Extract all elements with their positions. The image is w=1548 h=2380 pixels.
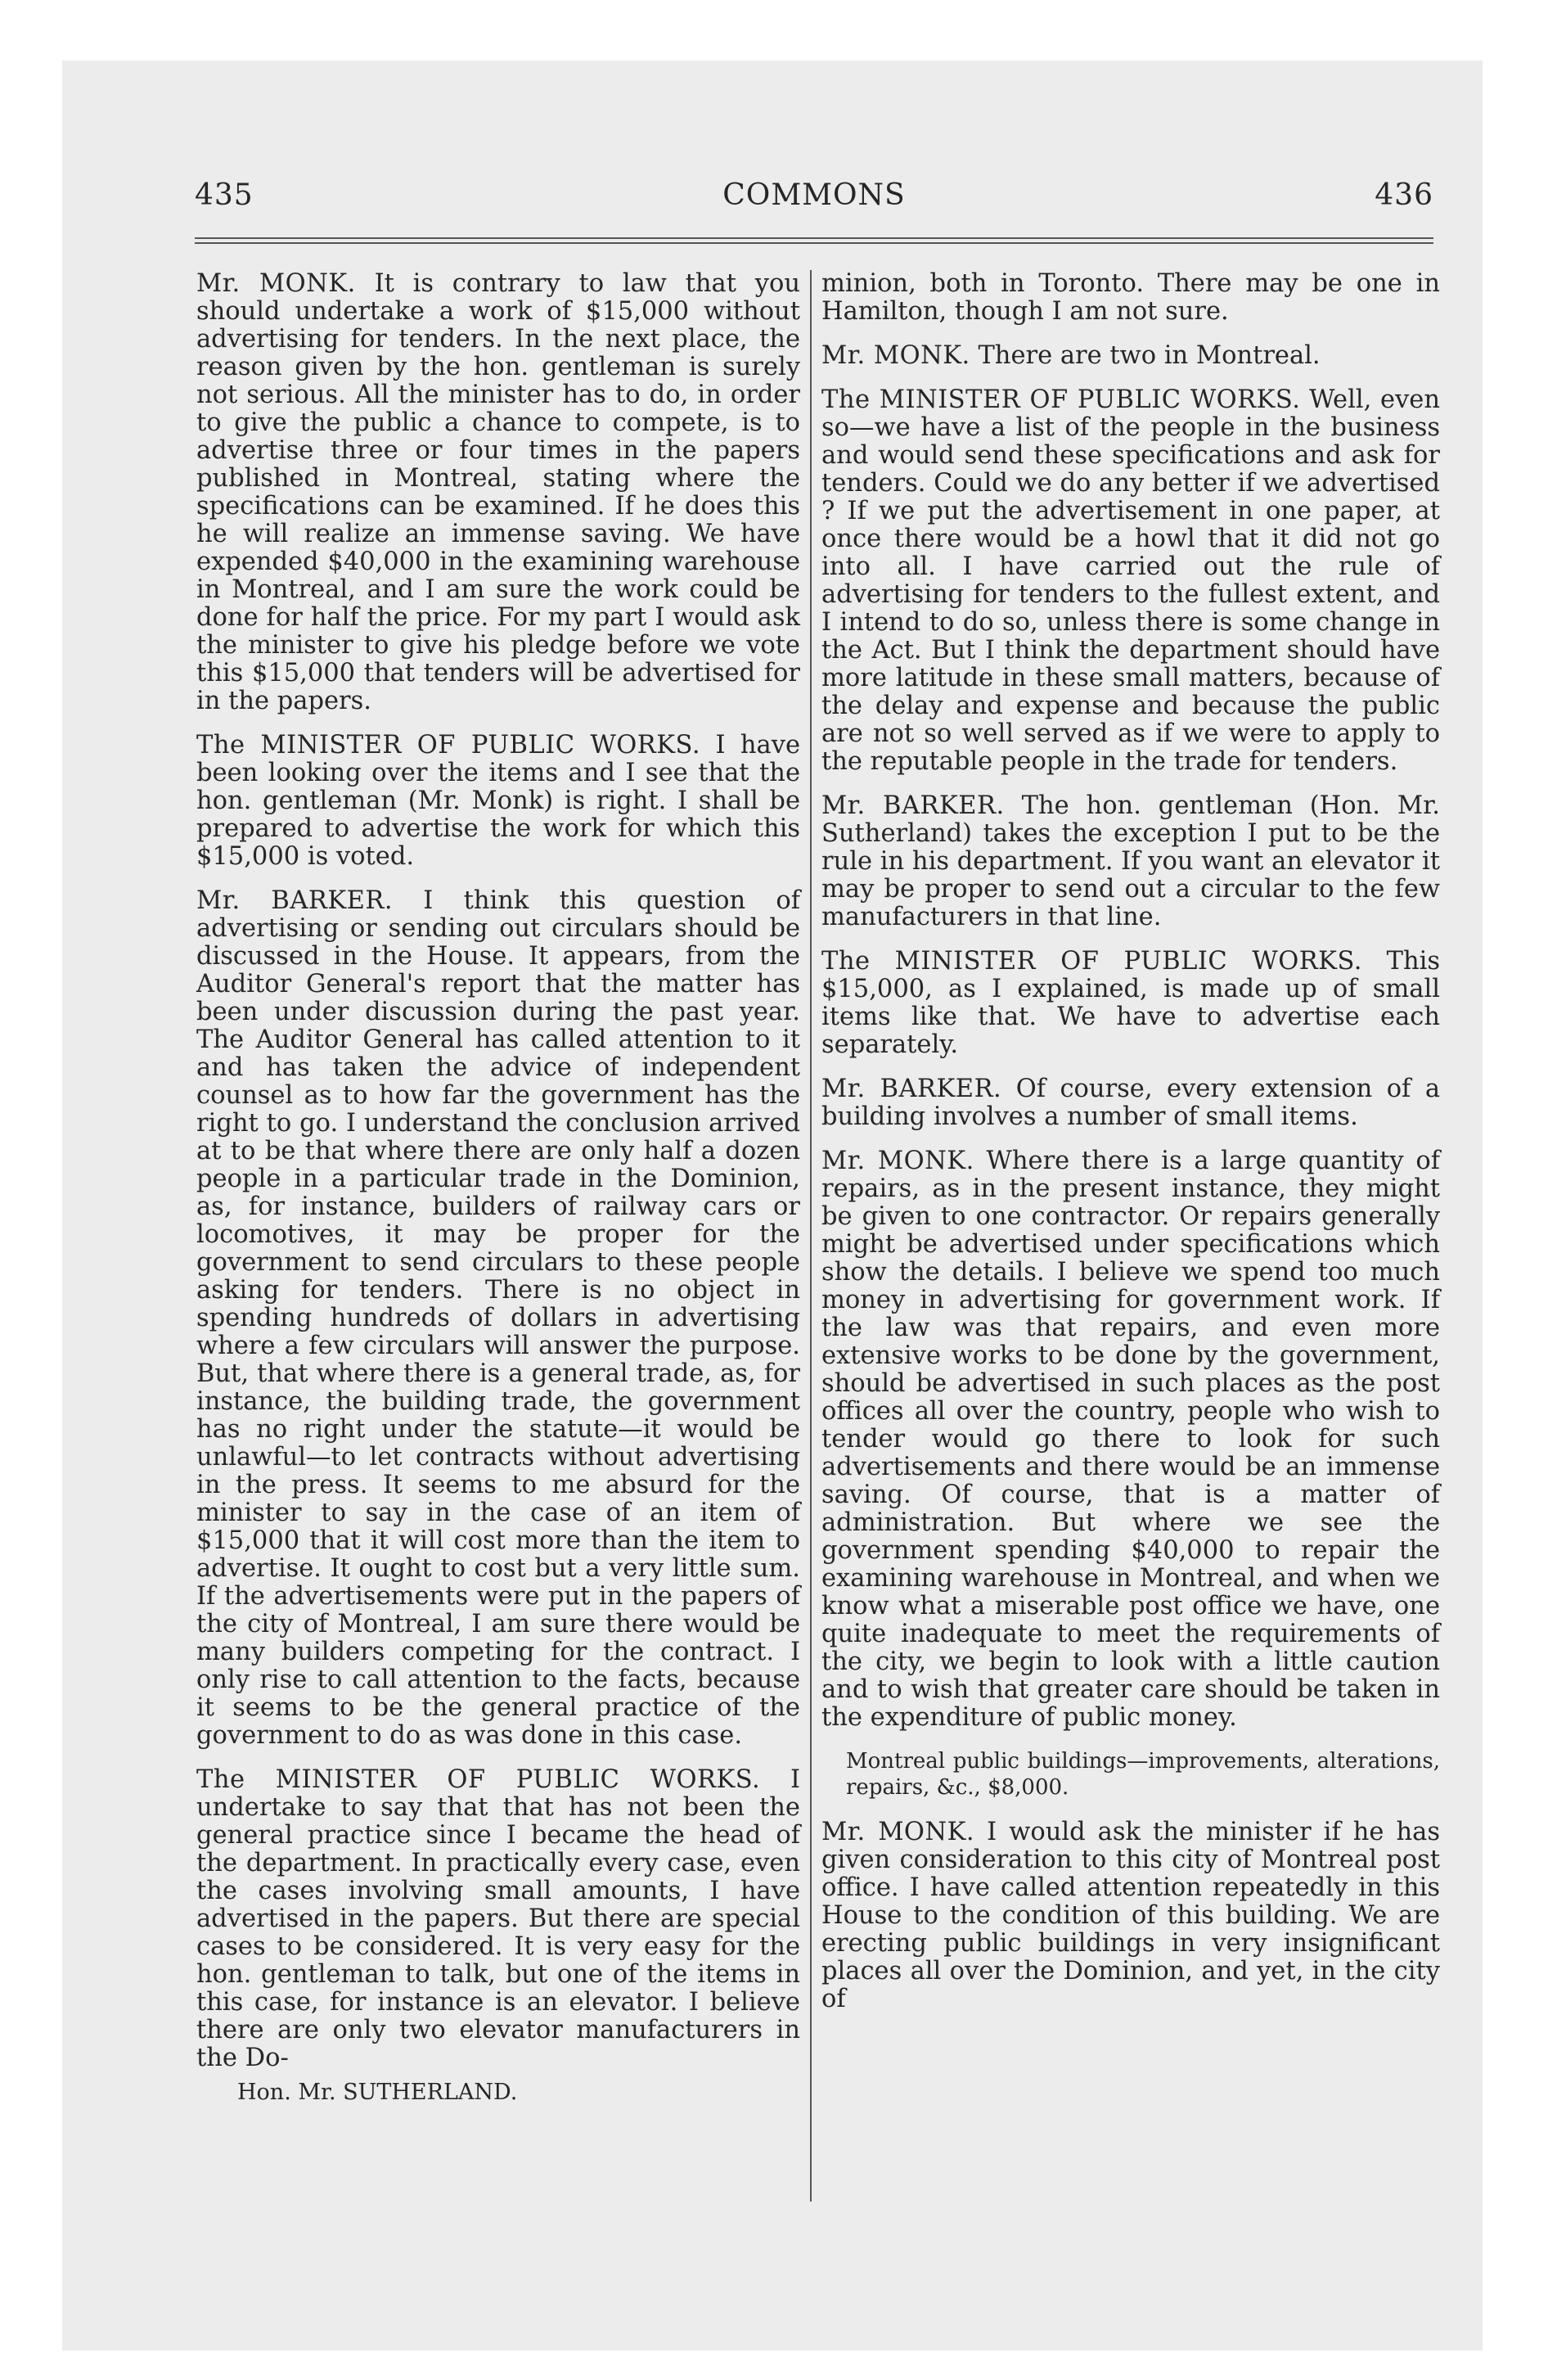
paragraph [196, 887, 800, 1750]
speaker-name: Mr. MONK. [821, 1147, 974, 1175]
speech-text: I have been looking over the items and I see that the hon. gentleman (Mr. Monk) is right. I shall be prepared to advertise the work for which this $15,000 is voted. [196, 731, 800, 871]
speech-text: Of course, every extension of a building involves a number of small items. [821, 1075, 1441, 1131]
speech-text: The hon. gentleman (Hon. Mr. Sutherland) takes the exception I put to be the rule in his department. If you want an elevator it may be proper to send out a circular to the few manufacturers in that line. [821, 791, 1441, 931]
estimate-item-note: Montreal public buildings—improvements, alterations, repairs, &c., $8,000. [846, 1749, 1440, 1800]
speech-text: I think this question of advertising or sending out circulars should be discussed in the House. It appears, from the Auditor General's report that the matter has been under discussion during the past year. The Auditor General has called attention to it and has taken the advice of independent counsel as to how far the government has the right to go. I understand the conclusion arrived at to be that where there are only half a dozen people in a particular trade in the Dominion, as, for instance, builders of railway cars or locomotives, it may be proper for the government to send circulars to these people asking for tenders. There is no object in spending hundreds of dollars in advertising where a few circulars will answer the purpose. But, that where there is a general trade, as, for instance, the building trade, the government has no right under the statute—it would be unlawful—to let contracts without advertising in the press. It seems to me absurd for the minister to say in the case of an item of $15,000 that it will cost more than the item to advertise. It ought to cost but a very little sum. If the advertisements were put in the papers of the city of Montreal, I am sure there would be many builders competing for the contract. I only rise to call attention to the facts, because it seems to be the general practice of the government to do as was done in this case. [196, 886, 800, 1750]
paragraph [196, 732, 800, 871]
speaker-name: The MINISTER OF PUBLIC WORKS. [196, 731, 701, 760]
speech-text: There are two in Montreal. [978, 341, 1321, 370]
running-title: COMMONS [722, 178, 906, 212]
speaker-name: The MINISTER OF PUBLIC WORKS. [196, 1765, 761, 1794]
paragraph [821, 342, 1440, 370]
right-column [821, 270, 1440, 2030]
header-rule [195, 237, 1433, 244]
paragraph [196, 270, 800, 715]
page-number-left: 435 [195, 178, 254, 212]
speaker-name: Mr. MONK. [821, 341, 970, 370]
paragraph [821, 386, 1440, 776]
speech-text: Well, even so—we have a list of the people in the business and would send these specifications and ask for tenders. Could we do any better if we advertised ? If we put the advertisement in one paper, at once there would be a howl that it did not go into all. I have carried out the rule of advertising for tenders to the fullest extent, and I intend to do so, unless there is some change in the Act. But I think the department should have more latitude in these small matters, because of the delay and expense and because the public are not so well served as if we were to apply to the reputable people in the trade for tenders. [821, 385, 1440, 776]
paragraph [821, 1075, 1440, 1131]
continued-paragraph: minion, both in Toronto. There may be one in Hamilton, though I am not sure. [821, 269, 1440, 326]
paragraph [821, 1147, 1440, 1732]
speaker-name: The MINISTER OF PUBLIC WORKS. [821, 385, 1301, 414]
speaker-name: The MINISTER OF PUBLIC WORKS. [821, 947, 1362, 976]
speech-text: I undertake to say that that has not been the general practice since I became the head of the department. In practically every case, even the cases involving small amounts, I have advertised in the papers. But there are special cases to be considered. It is very easy for the hon. gentleman to talk, but one of the items in this case, for instance is an elevator. I believe there are only two elevator manufacturers in the Do- [196, 1765, 800, 2072]
speech-text: It is contrary to law that you should undertake a work of $15,000 without advertising for tenders. In the next place, the reason given by the hon. gentleman is surely not serious. All the minister has to do, in order to give the public a chance to compete, is to advertise three or four times in the papers published in Montreal, stating where the specifications can be examined. If he does this he will realize an immense saving. We have expended $40,000 in the examining warehouse in Montreal, and I am sure the work could be done for half the price. For my part I would ask the minister to give his pledge before we vote this $15,000 that tenders will be advertised for in the papers. [196, 269, 800, 715]
left-column [196, 270, 800, 2123]
speaker-name: Mr. MONK. [196, 269, 356, 298]
speaker-name: Mr. MONK. [821, 1818, 975, 1846]
speech-text: Where there is a large quantity of repairs, as in the present instance, they might be given to one contractor. Or repairs generally might be advertised under specifications which show the details. I believe we spend too much money in advertising for government work. If the law was that repairs, and even more extensive works to be done by the government, should be advertised in such places as the post offices all over the country, people who wish to tender would go there to look for such advertisements and there would be an immense saving. Of course, that is a matter of administration. But where we see the government spending $40,000 to repair the examining warehouse in Montreal, and when we know what a miserable post office we have, one quite inadequate to meet the requirements of the city, we begin to look with a little caution and to wish that greater care should be taken in the expenditure of public money. [821, 1147, 1440, 1732]
speaker-name: Mr. BARKER. [196, 886, 394, 915]
speech-text: This $15,000, as I explained, is made up of small items like that. We have to advertise each separately. [821, 947, 1441, 1059]
speaker-name: Mr. BARKER. [821, 791, 1005, 820]
member-signature: Hon. Mr. SUTHERLAND. [237, 2080, 518, 2105]
paragraph [821, 948, 1440, 1059]
speech-text: I would ask the minister if he has given consideration to this city of Montreal post office. I have called attention repeatedly in this House to the condition of this building. We are erecting public buildings in very insignificant places all over the Dominion, and yet, in the city of [821, 1818, 1440, 2013]
page-number-right: 436 [1375, 178, 1433, 212]
paragraph [821, 792, 1440, 931]
speaker-name: Mr. BARKER. [821, 1075, 1002, 1103]
paragraph [821, 1819, 1440, 2013]
paragraph [196, 1766, 800, 2072]
page-header [195, 178, 1433, 219]
column-divider [810, 270, 812, 2202]
